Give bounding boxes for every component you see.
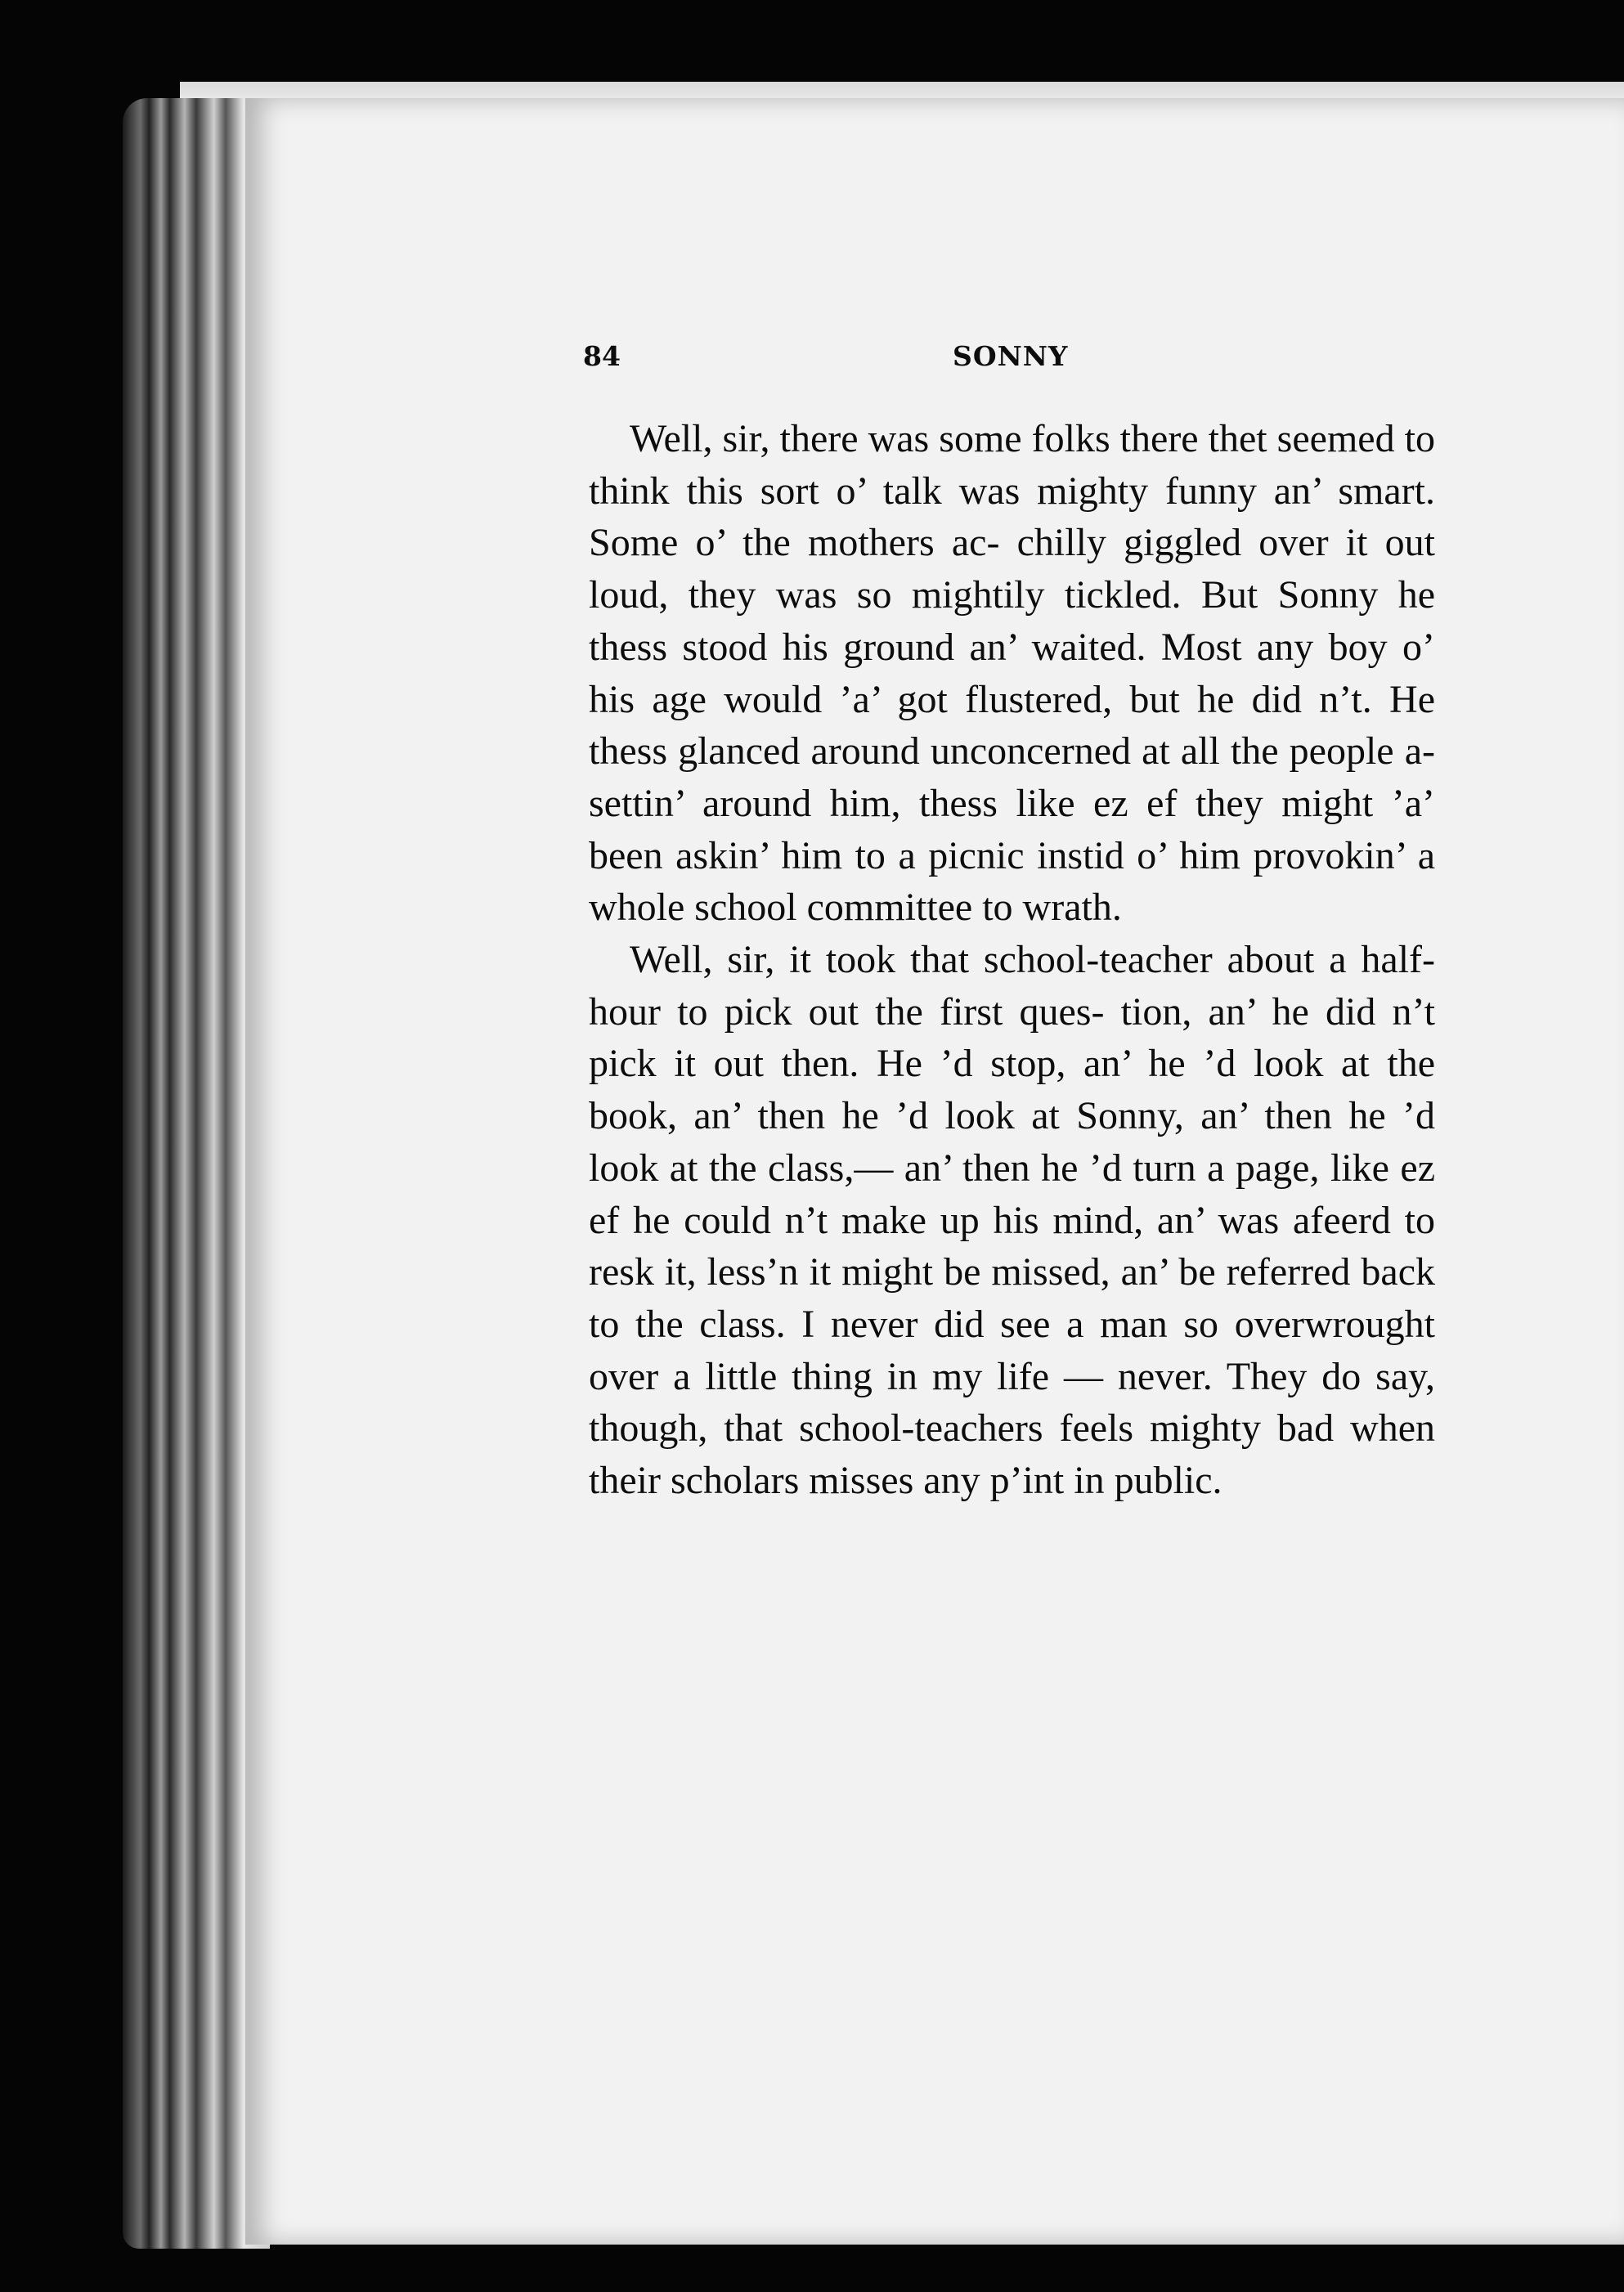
page-header bbox=[583, 340, 1433, 381]
page-number: 84 bbox=[583, 340, 621, 372]
body-text bbox=[589, 413, 1435, 1507]
running-head: SONNY bbox=[953, 340, 1069, 372]
paragraph-2: Well, sir, it took that school-teacher about a half-hour to pick out the first ques- tion, an’ he did n’t pick it out then. He ’d stop, an’ he ’d look at the book, an’ then he ’d look at Sonny, an’ then he ’d look at the class,— an’ then he ’d turn a page, like ez ef he could n’t make up his mind, an’ was afeerd to resk it, less’n it might be missed, an’ be referred back to the class. I never did see a man so overwrought over a little thing in my life — never. They do say, though, that school-teachers feels mighty bad when their scholars misses any p’int in public. bbox=[589, 938, 1435, 1503]
paragraph-1: Well, sir, there was some folks there thet seemed to think this sort o’ talk was mighty funny an’ smart. Some o’ the mothers ac- chilly giggled over it out loud, they was so mightily tickled. But Sonny he thess stood his ground an’ waited. Most any boy o’ his age would ’a’ got flustered, but he did n’t. He thess glanced around unconcerned at all the people a-settin’ around him, thess like ez ef they might ’a’ been askin’ him to a picnic instid o’ him provokin’ a whole school committee to wrath. bbox=[589, 417, 1435, 930]
